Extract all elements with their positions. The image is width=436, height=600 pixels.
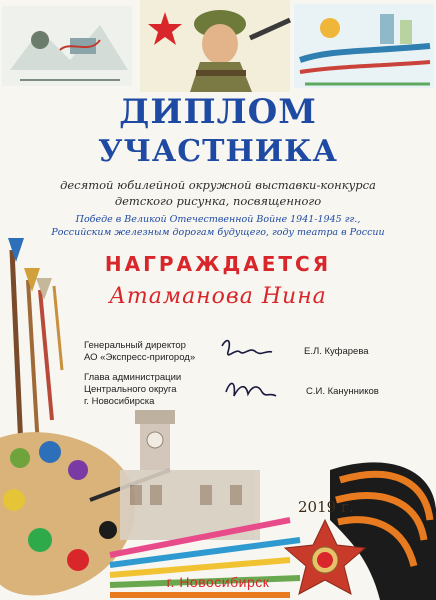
signatory-2-position-line-1: Глава администрации xyxy=(84,372,182,383)
signatory-2-name: С.И. Канунников xyxy=(306,386,379,397)
signatory-1-position xyxy=(84,340,195,364)
clock-tower-building xyxy=(120,410,260,540)
event-description-line-1: десятой юбилейной окружной выставки-конкурса xyxy=(60,178,376,192)
signatory-2-position-line-3: г. Новосибирска xyxy=(84,396,155,407)
city-label: г. Новосибирск xyxy=(166,574,270,590)
signatory-1-name: Е.Л. Куфарева xyxy=(304,346,369,357)
signatory-2-position xyxy=(84,372,181,408)
event-description-line-2: детского рисунка, посвященного xyxy=(114,194,322,208)
awarded-label: НАГРАЖДАЕТСЯ xyxy=(104,252,332,276)
signatory-1-position-line-2: АО «Экспресс-пригород» xyxy=(84,352,196,363)
signatory-1-position-line-1: Генеральный директор xyxy=(84,340,186,351)
dedication-line-1: Победе в Великой Отечественной Войне 1941-1945 гг., xyxy=(75,214,361,225)
dedication-line-2: Российским железным дорогам будущего, году театра в России xyxy=(51,227,385,238)
document-subtitle-heading: УЧАСТНИКА xyxy=(98,134,338,169)
signature-2 xyxy=(226,383,276,396)
signatory-2-position-line-2: Центрального округа xyxy=(84,384,177,395)
signature-1 xyxy=(222,341,272,355)
year-label: 2019 г. xyxy=(298,498,354,516)
document-title: ДИПЛОМ xyxy=(119,92,317,132)
recipient-name: Атаманова Нина xyxy=(109,284,327,309)
